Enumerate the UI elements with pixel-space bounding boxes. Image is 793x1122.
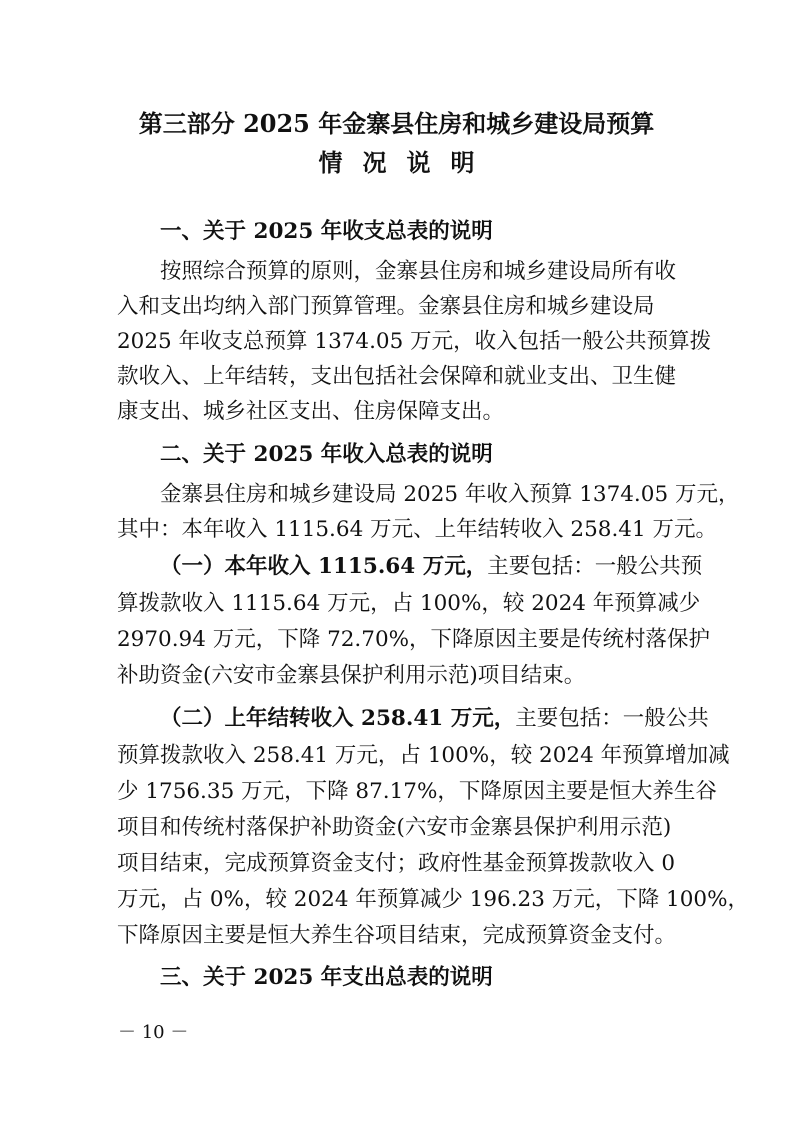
section-heading-2: 二、关于 2025 年收入总表的说明 — [160, 442, 493, 467]
subsection-line — [160, 552, 702, 582]
paragraph-line: 万元，占 0%，较 2024 年预算减少 196.23 万元，下降 100%， — [117, 887, 750, 912]
paragraph-line: 补助资金(六安市金寨县保护利用示范)项目结束。 — [117, 663, 586, 688]
paragraph-line: 预算拨款收入 258.41 万元，占 100%，较 2024 年预算增加减 — [117, 743, 730, 768]
section-heading-1: 一、关于 2025 年收支总表的说明 — [160, 219, 493, 244]
subsection-heading-2: （二）上年结转收入 258.41 万元， — [160, 706, 516, 731]
paragraph-line: 项目结束，完成预算资金支付；政府性基金预算拨款收入 0 — [117, 851, 676, 876]
page-title: 第三部分 2025 年金寨县住房和城乡建设局预算 — [138, 109, 655, 138]
subsection-line — [160, 704, 709, 734]
section-heading-3: 三、关于 2025 年支出总表的说明 — [160, 965, 493, 990]
paragraph-line: 下降原因主要是恒大养生谷项目结束，完成预算资金支付。 — [117, 923, 677, 948]
paragraph-line: 少 1756.35 万元，下降 87.17%，下降原因主要是恒大养生谷 — [117, 779, 717, 804]
paragraph-line: 2970.94 万元，下降 72.70%，下降原因主要是传统村落保护 — [117, 627, 711, 652]
paragraph-line: 康支出、城乡社区支出、住房保障支出。 — [117, 399, 505, 424]
paragraph-line: 按照综合预算的原则，金寨县住房和城乡建设局所有收 — [160, 259, 677, 284]
paragraph-line: 2025 年收支总预算 1374.05 万元，收入包括一般公共预算拨 — [117, 329, 712, 354]
paragraph-line: 算拨款收入 1115.64 万元，占 100%，较 2024 年预算减少 — [117, 591, 701, 616]
paragraph-line: 入和支出均纳入部门预算管理。金寨县住房和城乡建设局 — [117, 294, 655, 319]
paragraph-line: 款收入、上年结转，支出包括社会保障和就业支出、卫生健 — [117, 364, 677, 389]
subsection-text: 主要包括：一般公共预 — [487, 554, 703, 579]
paragraph-line: 其中：本年收入 1115.64 万元、上年结转收入 258.41 万元。 — [117, 517, 717, 542]
subsection-text: 主要包括：一般公共 — [515, 706, 709, 731]
paragraph-line: 项目和传统村落保护补助资金(六安市金寨县保护利用示范) — [117, 815, 672, 840]
subsection-heading-1: （一）本年收入 1115.64 万元， — [160, 554, 488, 579]
page-number: － 10 － — [118, 1022, 189, 1043]
paragraph-line: 金寨县住房和城乡建设局 2025 年收入预算 1374.05 万元， — [160, 482, 740, 507]
page-subtitle: 情况说明 — [318, 148, 495, 177]
